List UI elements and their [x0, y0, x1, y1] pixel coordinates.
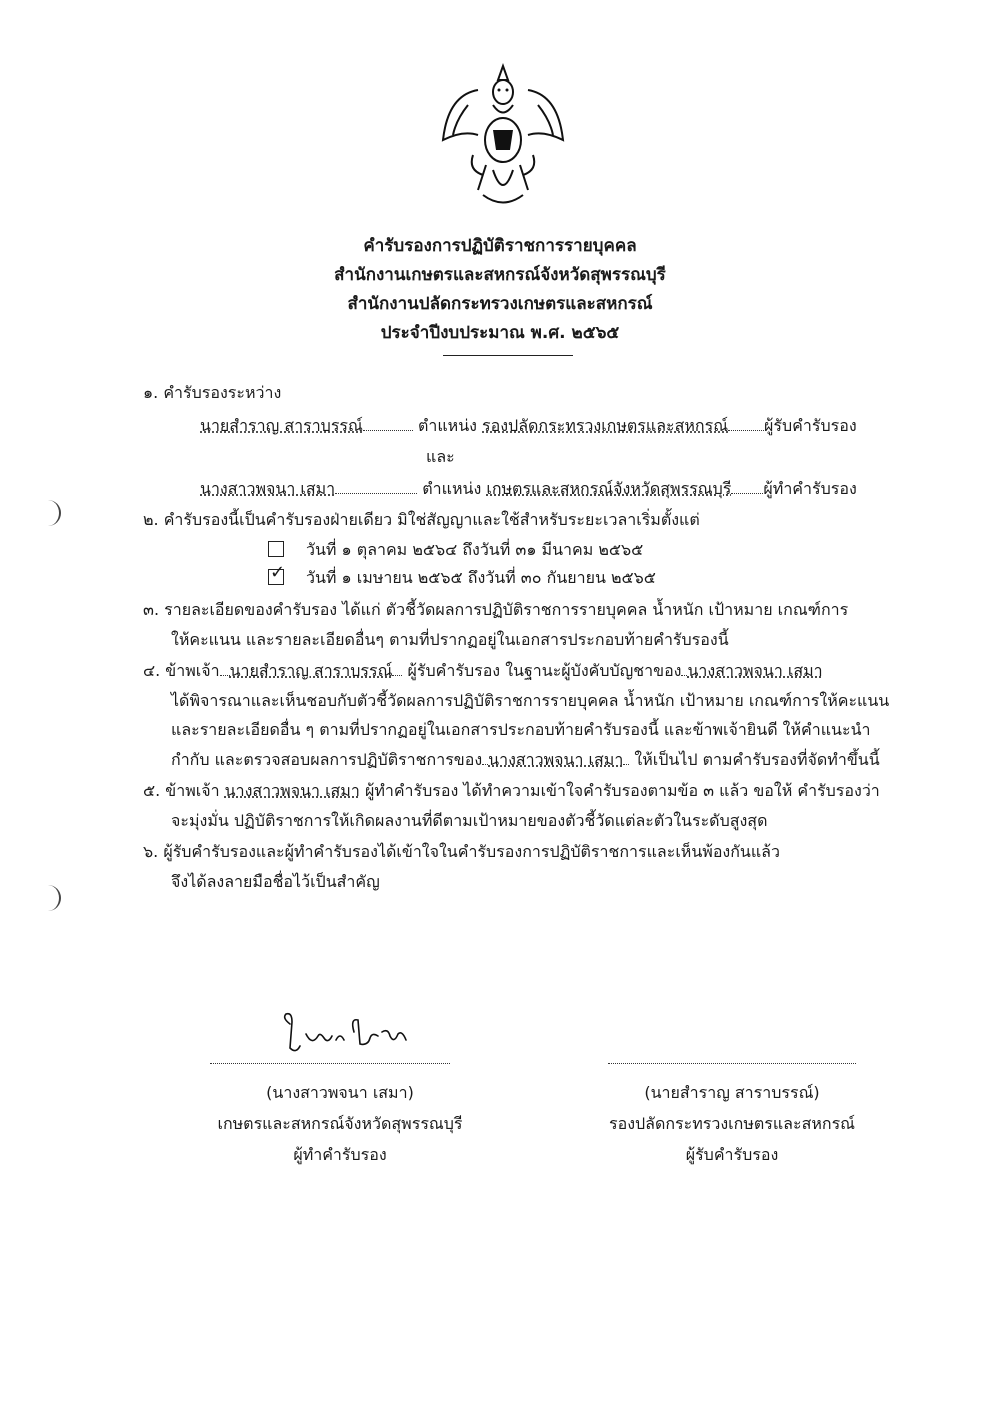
period-option-2-label: วันที่ ๑ เมษายน ๒๕๖๕ ถึงวันที่ ๓๐ กันยายน ๒๕๖๕	[306, 568, 656, 587]
left-signer-name: (นางสาวพจนา เสมา)	[266, 1083, 414, 1102]
section3-line1: ๓. รายละเอียดของคำรับรอง ได้แก่ ตัวชี้วัดผลการปฏิบัติราชการรายบุคคล น้ำหนัก เป้าหมาย เกณฑ์การ	[143, 600, 849, 619]
section4-line1	[143, 659, 823, 684]
party1-position: รองปลัดกระทรวงเกษตรและสหกรณ์	[482, 416, 729, 435]
period-option-1[interactable]	[268, 538, 643, 563]
section4-name3: นางสาวพจนา เสมา	[488, 750, 624, 769]
section4-line3: และรายละเอียดอื่น ๆ ตามที่ปรากฏอยู่ในเอกสารประกอบท้ายคำรับรองนี้ และข้าพเจ้ายินดี ให้คำแนะนำ	[171, 720, 871, 739]
section5-line1	[143, 779, 880, 804]
section4-prefix: ๔. ข้าพเจ้า	[143, 661, 220, 680]
checkbox-option-2[interactable]	[268, 562, 286, 585]
section5-rest: ผู้ทำคำรับรอง ได้ทำความเข้าใจคำรับรองตามข้อ ๓ แล้ว ขอให้ คำรับรองว่า	[364, 781, 880, 800]
section4-name1: นายสำราญ สาราบรรณ์	[229, 661, 393, 680]
doc-title: คำรับรองการปฏิบัติราชการรายบุคคล	[363, 236, 637, 256]
left-signer-title: เกษตรและสหกรณ์จังหวัดสุพรรณบุรี	[217, 1114, 463, 1133]
left-signer-role: ผู้ทำคำรับรอง	[293, 1145, 387, 1164]
section4-line4	[171, 748, 880, 773]
and-label: และ	[426, 447, 455, 466]
position-label-2: ตำแหน่ง	[422, 479, 482, 498]
check-mark-icon: ✓	[270, 562, 286, 583]
garuda-emblem	[438, 60, 568, 210]
party1-line	[200, 414, 857, 439]
handwritten-signature	[278, 1010, 428, 1060]
punch-hole	[45, 500, 61, 526]
fiscal-year: ประจำปีงบประมาณ พ.ศ. ๒๕๖๕	[380, 323, 620, 343]
section4-middle: ผู้รับคำรับรอง ในฐานะผู้บังคับบัญชาของ	[407, 661, 682, 680]
section5-line2: จะมุ่งมั่น ปฏิบัติราชการให้เกิดผลงานที่ดีตามเป้าหมายของตัวชี้วัดแต่ละตัวในระดับสูงสุด	[171, 811, 768, 830]
section4-name2: นางสาวพจนา เสมา	[687, 661, 823, 680]
position-label: ตำแหน่ง	[417, 416, 477, 435]
signature-line-left[interactable]	[210, 1063, 450, 1064]
period-option-2[interactable]	[268, 562, 656, 591]
section2-text: ๒. คำรับรองนี้เป็นคำรับรองฝ่ายเดียว มิใช่สัญญาและใช้สำหรับระยะเวลาเริ่มตั้งแต่	[143, 510, 700, 529]
party2-position: เกษตรและสหกรณ์จังหวัดสุพรรณบุรี	[486, 479, 732, 498]
punch-hole	[45, 885, 61, 911]
org-name: สำนักงานเกษตรและสหกรณ์จังหวัดสุพรรณบุรี	[334, 265, 666, 285]
section5-name: นางสาวพจนา เสมา	[224, 781, 360, 800]
party2-line	[200, 477, 857, 502]
title-divider	[443, 355, 573, 356]
section6-line1: ๖. ผู้รับคำรับรองและผู้ทำคำรับรองได้เข้าใจในคำรับรองการปฏิบัติราชการและเห็นพ้องกันแล้ว	[143, 842, 780, 861]
party1-role: ผู้รับคำรับรอง	[764, 416, 857, 435]
section1-heading: ๑. คำรับรองระหว่าง	[143, 383, 282, 402]
right-signer-title: รองปลัดกระทรวงเกษตรและสหกรณ์	[608, 1114, 855, 1133]
section4-line2: ได้พิจารณาและเห็นชอบกับตัวชี้วัดผลการปฏิบัติราชการรายบุคคล น้ำหนัก เป้าหมาย เกณฑ์การให้คะแนน	[171, 691, 890, 710]
party2-role: ผู้ทำคำรับรอง	[763, 479, 857, 498]
section3-line2: ให้คะแนน และรายละเอียดอื่นๆ ตามที่ปรากฏอยู่ในเอกสารประกอบท้ายคำรับรองนี้	[171, 630, 729, 649]
section5-prefix: ๕. ข้าพเจ้า	[143, 781, 220, 800]
right-signer-role: ผู้รับคำรับรอง	[685, 1145, 779, 1164]
signature-line-right[interactable]	[608, 1063, 856, 1064]
period-option-1-label: วันที่ ๑ ตุลาคม ๒๕๖๔ ถึงวันที่ ๓๑ มีนาคม ๒๕๖๕	[306, 540, 644, 559]
section4-line4-a: กำกับ และตรวจสอบผลการปฏิบัติราชการของ	[171, 750, 483, 769]
right-signer-name: (นายสำราญ สาราบรรณ์)	[644, 1083, 820, 1102]
ministry-office: สำนักงานปลัดกระทรวงเกษตรและสหกรณ์	[347, 294, 653, 314]
section4-line4-b: ให้เป็นไป ตามคำรับรองที่จัดทำขึ้นนี้	[634, 750, 880, 769]
party1-name: นายสำราญ สาราบรรณ์	[200, 416, 363, 435]
section6-line2: จึงได้ลงลายมือชื่อไว้เป็นสำคัญ	[171, 872, 380, 891]
checkbox-option-1[interactable]	[268, 541, 284, 557]
party2-name: นางสาวพจนา เสมา	[200, 479, 336, 498]
